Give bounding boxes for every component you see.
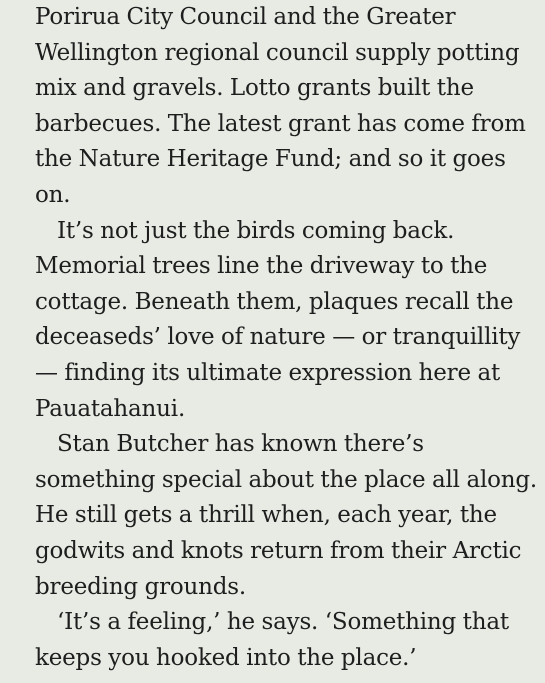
text-line: He still gets a thrill when, each year, the bbox=[35, 502, 497, 529]
text-line: something special about the place all along. bbox=[35, 466, 538, 493]
text-line: godwits and knots return from their Arctic bbox=[35, 537, 522, 564]
text-line: deceaseds’ love of nature — or tranquillity bbox=[35, 324, 521, 351]
text-line: on. bbox=[35, 181, 71, 208]
text-line: breeding grounds. bbox=[35, 573, 246, 600]
text-line: barbecues. The latest grant has come from bbox=[35, 110, 526, 137]
paragraph-quote bbox=[35, 605, 535, 676]
article-body bbox=[35, 0, 538, 676]
text-line: the Nature Heritage Fund; and so it goes bbox=[35, 146, 506, 173]
text-line: Wellington regional council supply potting bbox=[35, 39, 520, 66]
text-line: Stan Butcher has known there’s bbox=[57, 431, 424, 458]
paragraph-stan-butcher bbox=[35, 427, 538, 605]
text-line: Pauatahanui. bbox=[35, 395, 186, 422]
text-line: Porirua City Council and the Greater bbox=[35, 4, 456, 30]
text-line: cottage. Beneath them, plaques recall the bbox=[35, 288, 514, 315]
text-line: keeps you hooked into the place.’ bbox=[35, 644, 417, 671]
text-line: It’s not just the birds coming back. bbox=[57, 217, 455, 244]
text-line: ‘It’s a feeling,’ he says. ‘Something that bbox=[57, 609, 509, 636]
text-line: Memorial trees line the driveway to the bbox=[35, 253, 488, 280]
text-line: mix and gravels. Lotto grants built the bbox=[35, 75, 474, 102]
paragraph-funding bbox=[35, 0, 535, 214]
paragraph-memorial-trees bbox=[35, 214, 535, 428]
text-line: — finding its ultimate expression here at bbox=[35, 359, 501, 386]
